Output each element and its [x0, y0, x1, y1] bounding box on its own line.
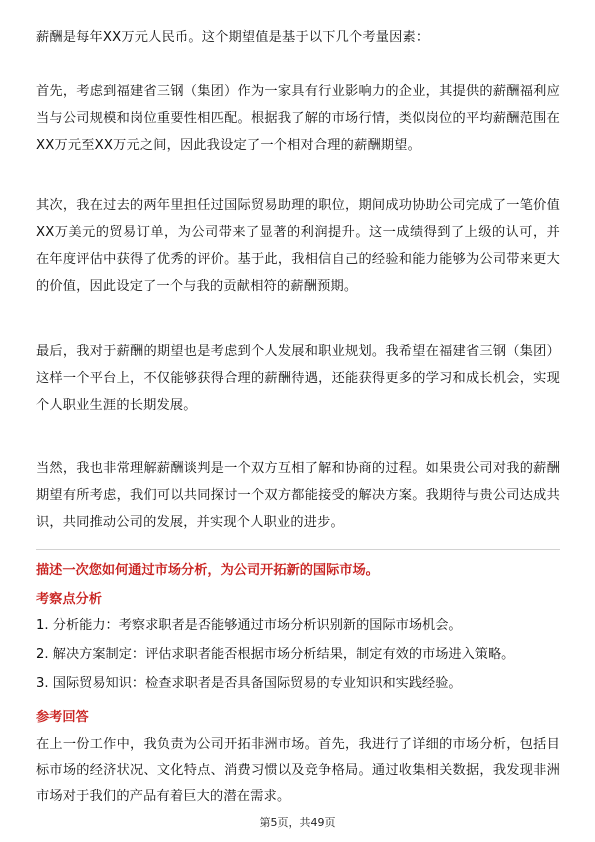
analysis-item-1: 1. 分析能力：考察求职者是否能够通过市场分析识别新的国际市场机会。: [36, 618, 462, 633]
section-divider: [36, 549, 560, 550]
answer-heading: 参考回答: [36, 710, 89, 725]
intro-paragraph: 薪酬是每年XX万元人民币。这个期望值是基于以下几个考量因素：: [36, 30, 430, 45]
page-number-footer: 第5页，共49页: [259, 816, 336, 829]
paragraph-second: 其次，我在过去的两年里担任过国际贸易助理的职位，期间成功协助公司完成了一笔价值XX万美元的贸易订单，为公司带来了显著的利润提升。这一成绩得到了上级的认可，并在年度评估中获得了优秀的评价。基于此，我相信自己的经验和能力能够为公司带来更大的价值，因此设定了一个与我的贡献相符的薪酬预期。: [36, 198, 560, 294]
answer-paragraph: 在上一份工作中，我负责为公司开拓非洲市场。首先，我进行了详细的市场分析，包括目标市场的经济状况、文化特点、消费习惯以及竞争格局。通过收集相关数据，我发现非洲市场对于我们的产品有着巨大的潜在需求。: [36, 737, 560, 804]
analysis-item-3: 3. 国际贸易知识：检查求职者是否具备国际贸易的专业知识和实践经验。: [36, 676, 462, 691]
paragraph-of-course: 当然，我也非常理解薪酬谈判是一个双方互相了解和协商的过程。如果贵公司对我的薪酬期望有所考虑，我们可以共同探讨一个双方都能接受的解决方案。我期待与贵公司达成共识，共同推动公司的发展，并实现个人职业的进步。: [36, 461, 560, 530]
paragraph-finally: 最后，我对于薪酬的期望也是考虑到个人发展和职业规划。我希望在福建省三钢（集团）这样一个平台上，不仅能够获得合理的薪酬待遇，还能获得更多的学习和成长机会，实现个人职业生涯的长期发展。: [36, 344, 560, 413]
analysis-heading: 考察点分析: [36, 592, 102, 607]
paragraph-first: 首先，考虑到福建省三钢（集团）作为一家具有行业影响力的企业，其提供的薪酬福利应当与公司规模和岗位重要性相匹配。根据我了解的市场行情，类似岗位的平均薪酬范围在XX万元至XX万元之间，因此我设定了一个相对合理的薪酬期望。: [36, 84, 560, 153]
interview-question: 描述一次您如何通过市场分析，为公司开拓新的国际市场。: [36, 563, 379, 578]
analysis-item-2: 2. 解决方案制定：评估求职者能否根据市场分析结果，制定有效的市场进入策略。: [36, 647, 515, 662]
